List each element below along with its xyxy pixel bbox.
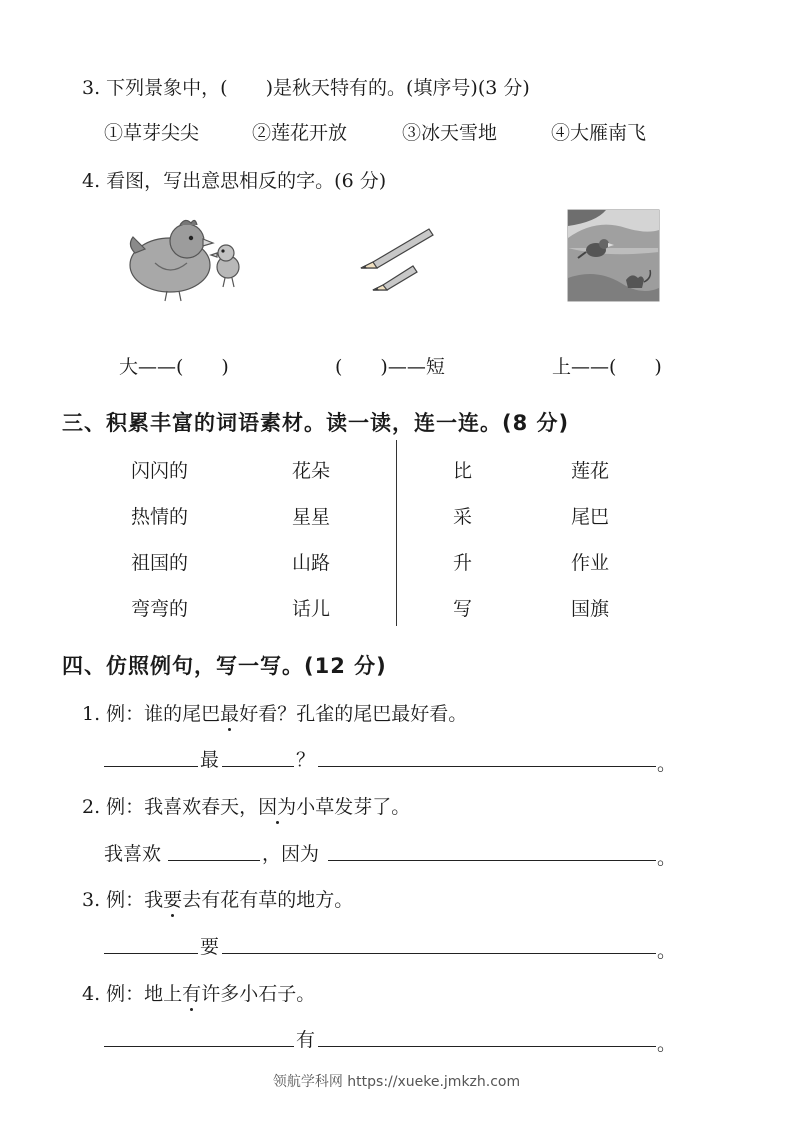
s4-3-fixed-a: 要 (200, 936, 220, 958)
section-3-title: 三、积累丰富的词语素材。读一读，连一连。(8 分) (62, 411, 570, 435)
s4-example-1 (82, 699, 467, 726)
s4-2-fixed-a: 我喜欢 (104, 843, 162, 865)
question-3-prompt: 3. 下列景象中，( )是秋天特有的。(填序号)(3 分) (82, 77, 530, 99)
s4-1-blank-a[interactable] (104, 766, 198, 767)
bird-and-cat-image (566, 208, 661, 303)
footer-watermark: 领航学科网 https://xueke.jmkzh.com (272, 1074, 521, 1090)
s4-1-blank-c[interactable] (318, 766, 656, 767)
s4-3-blank-a[interactable] (104, 953, 198, 954)
q4-answer-1[interactable]: 大——( ) (119, 356, 229, 378)
example-text: 4. 例：地上 (82, 983, 183, 1005)
s3-left-col1-item[interactable]: 闪闪的 (131, 460, 189, 482)
emphasis-char: 有 (182, 979, 201, 1006)
s4-2-fixed-b: ，因为 (262, 843, 320, 865)
example-text: 3. 例：我 (82, 889, 164, 911)
s4-example-2 (82, 792, 410, 819)
s4-2-blank-b[interactable] (328, 860, 656, 861)
question-4-prompt: 4. 看图，写出意思相反的字。(6 分) (82, 170, 387, 192)
q4-answer-3[interactable]: 上——( ) (552, 356, 662, 378)
s4-4-fixed-a: 有 (296, 1029, 316, 1051)
example-text: 2. 例：我喜欢春天， (82, 796, 259, 818)
s3-right-col2-item[interactable]: 尾巴 (571, 506, 610, 528)
s4-4-blank-b[interactable] (318, 1046, 656, 1047)
pencils-image (355, 222, 435, 297)
s3-right-col2-item[interactable]: 作业 (571, 552, 610, 574)
q3-option-1: ①草芽尖尖 (104, 122, 200, 144)
example-text: 去有花有草的地方。 (182, 889, 354, 911)
s3-right-col2-item[interactable]: 莲花 (571, 460, 610, 482)
s3-right-col1-item[interactable]: 写 (453, 598, 473, 620)
example-text: 1. 例：谁的尾巴 (82, 703, 221, 725)
s3-left-col2-item[interactable]: 山路 (292, 552, 331, 574)
s4-2-end: 。 (657, 847, 677, 869)
s4-3-blank-b[interactable] (222, 953, 656, 954)
s3-left-col1-item[interactable]: 弯弯的 (131, 598, 189, 620)
s3-right-col1-item[interactable]: 采 (453, 506, 473, 528)
s3-left-col1-item[interactable]: 祖国的 (131, 552, 189, 574)
example-text: 小草发芽了。 (296, 796, 411, 818)
s4-3-end: 。 (657, 940, 677, 962)
s4-1-fixed-b: ？ (296, 749, 316, 771)
s3-right-col1-item[interactable]: 升 (453, 552, 473, 574)
column-divider (396, 440, 397, 626)
example-text: 许多小石子。 (201, 983, 316, 1005)
emphasis-char: 要 (163, 885, 182, 912)
s3-right-col2-item[interactable]: 国旗 (571, 598, 610, 620)
s4-1-end: 。 (657, 753, 677, 775)
section-4-title: 四、仿照例句，写一写。(12 分) (62, 654, 387, 678)
emphasis-char: 最 (220, 699, 239, 726)
q3-option-2: ②莲花开放 (252, 122, 348, 144)
q4-answer-2[interactable]: ( )——短 (335, 356, 445, 378)
s4-1-fixed-a: 最 (200, 749, 220, 771)
s4-4-blank-a[interactable] (104, 1046, 294, 1047)
s3-left-col2-item[interactable]: 花朵 (292, 460, 331, 482)
s4-2-blank-a[interactable] (168, 860, 260, 861)
hen-and-chick-image (125, 215, 255, 305)
q3-option-4: ④大雁南飞 (551, 122, 647, 144)
s4-example-4 (82, 979, 315, 1006)
s4-1-blank-b[interactable] (222, 766, 294, 767)
s3-left-col2-item[interactable]: 星星 (292, 506, 331, 528)
s3-right-col1-item[interactable]: 比 (453, 460, 473, 482)
s4-4-end: 。 (657, 1033, 677, 1055)
q3-option-3: ③冰天雪地 (402, 122, 498, 144)
emphasis-char: 因为 (258, 792, 296, 819)
example-text: 好看？孔雀的尾巴最好看。 (239, 703, 468, 725)
s3-left-col2-item[interactable]: 话儿 (292, 598, 331, 620)
s3-left-col1-item[interactable]: 热情的 (131, 506, 189, 528)
s4-example-3 (82, 885, 353, 912)
